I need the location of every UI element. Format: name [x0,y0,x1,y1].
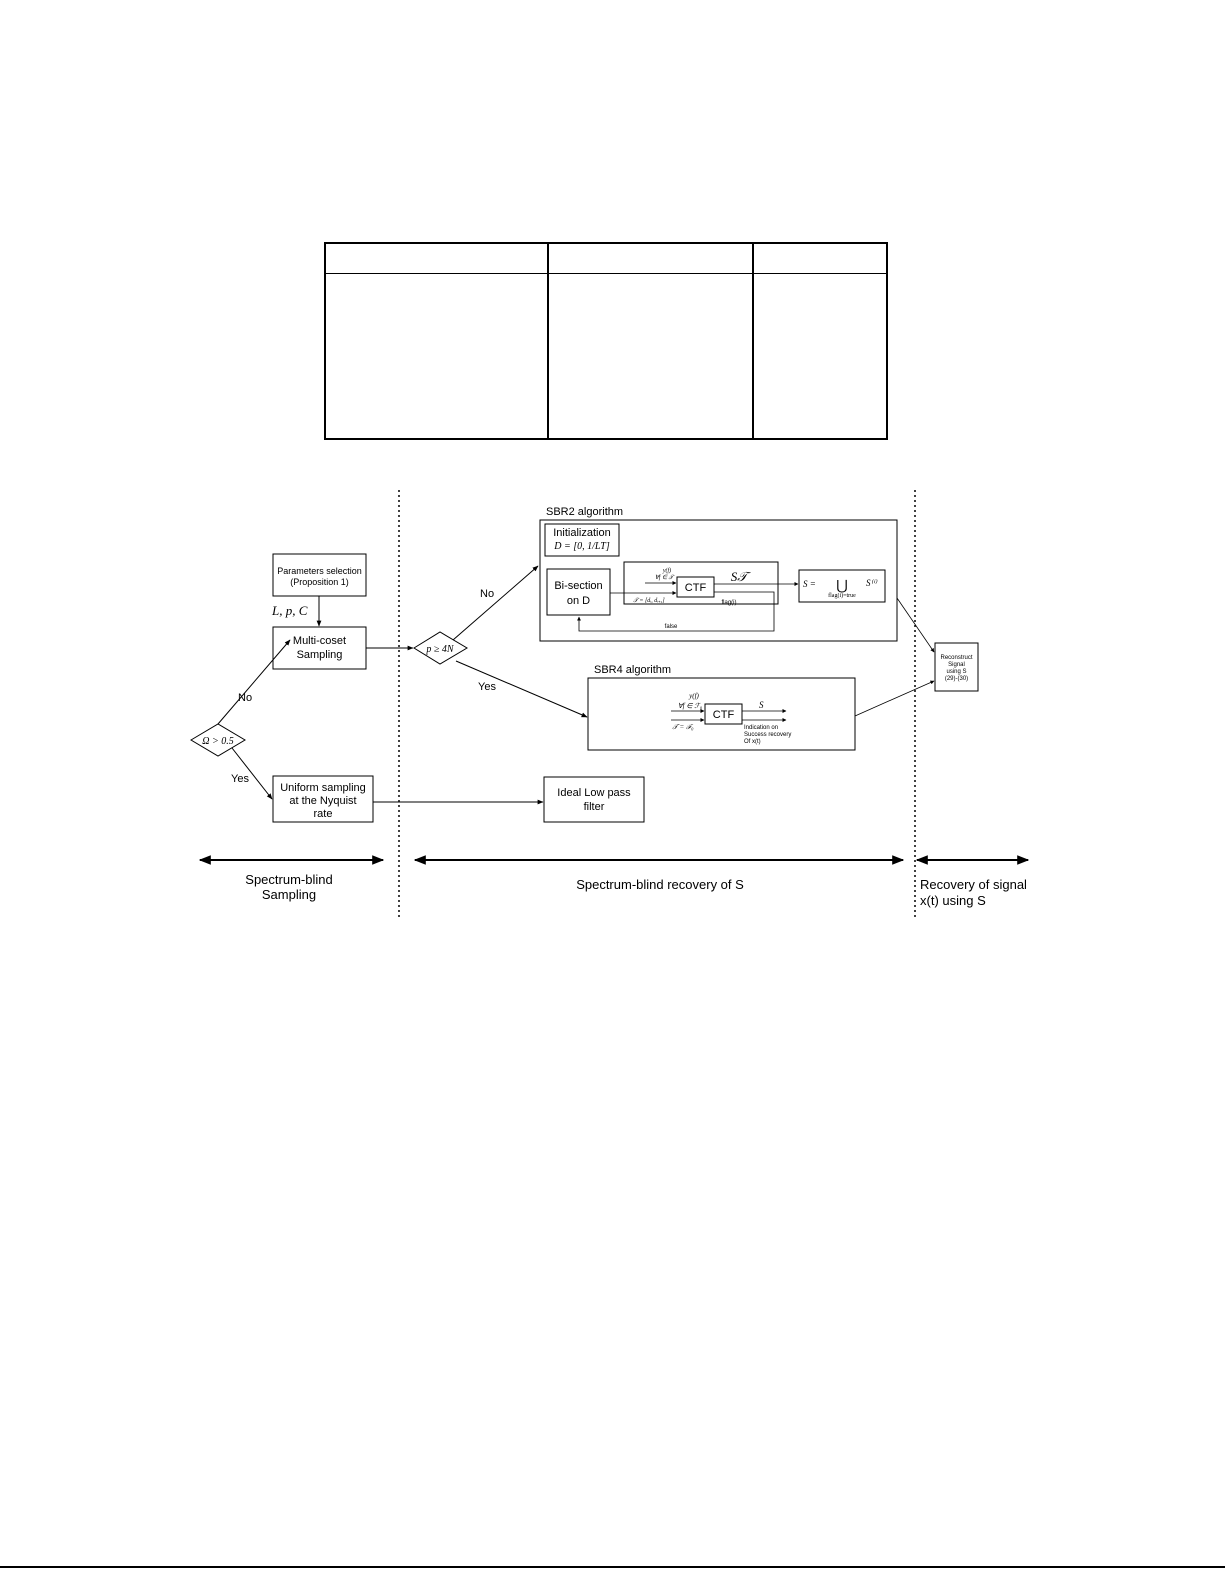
sbr4-t-label: 𝒯 = ℱ₀ [672,723,694,731]
sbr4-y-label: y(f) [689,692,699,700]
sbr2-interval-label: 𝒯 = [dᵢ, dᵢ₊₁] [633,598,665,604]
svg-text:Reconstruct: Reconstruct [940,655,973,661]
parameters-selection-box [273,554,366,596]
stage-label-signal-1: Recovery of signal [920,877,1027,892]
sbr4-indication-line-2: Success recovery [744,732,792,738]
svg-text:Ω > 0.5: Ω > 0.5 [202,736,234,747]
reconstruct-signal-box [935,643,978,691]
sbr2-false-label: false [664,624,678,630]
label-no-right: No [480,588,495,600]
stage-label-sampling-1: Spectrum-blind [245,872,333,887]
ideal-lowpass-filter-box [544,777,644,822]
svg-text:(Proposition 1): (Proposition 1) [290,577,349,587]
arrow-omega-no [218,640,290,724]
svg-text:(29)-(30): (29)-(30) [944,676,969,682]
sbr4-forall-label: ∀f ∈ ℱ₀ [677,702,703,710]
stage-label-signal-2: x(t) using S [920,893,986,908]
svg-text:p ≥ 4N: p ≥ 4N [426,644,454,655]
svg-text:Parameters selection: Parameters selection [277,566,362,576]
uniform-sampling-box [273,776,373,822]
svg-text:Initialization: Initialization [553,527,611,539]
omega-decision-diamond [191,724,245,756]
sbr2-ctf-box [677,577,714,597]
sbr2-forall-label: ∀f ∈ 𝒯 [654,575,674,581]
union-box [799,570,885,602]
svg-text:filter: filter [583,801,605,813]
svg-text:on D: on D [566,595,591,607]
initialization-box [545,524,619,556]
sbr2-flag-label: flag(i) [721,600,737,606]
stage-label-recovery: Spectrum-blind recovery of S [576,877,744,892]
svg-text:Sampling: Sampling [296,649,343,661]
svg-text:flag(i)=true: flag(i)=true [828,593,856,599]
svg-text:at the Nyquist: at the Nyquist [289,795,357,807]
arrow-decision-no [453,566,538,640]
sbr4-title: SBR4 algorithm [594,664,672,676]
svg-text:S⁽ⁱ⁾: S⁽ⁱ⁾ [866,578,877,588]
label-no-left: No [238,692,253,704]
svg-text:Ideal Low pass: Ideal Low pass [557,787,631,799]
svg-text:CTF: CTF [684,582,707,594]
sbr4-s-label: S [759,700,764,710]
p-decision-diamond [414,632,467,664]
svg-text:S =: S = [803,579,816,589]
lpc-label: L, p, C [272,603,308,618]
svg-text:D = [0, 1/LT]: D = [0, 1/LT] [554,541,610,552]
label-yes-right: Yes [478,681,496,693]
multicoset-sampling-box [273,627,366,669]
sbr4-indication-line-1: Indication on [744,725,779,731]
arrow-decision-yes [456,661,587,717]
svg-text:rate: rate [313,808,333,820]
bisection-box [547,569,610,615]
sbr2-title: SBR2 algorithm [546,506,624,518]
svg-text:Signal: Signal [948,662,965,668]
svg-text:Multi-coset: Multi-coset [292,635,347,647]
svg-text:using S: using S [946,669,967,675]
svg-text:Bi-section: Bi-section [554,580,603,592]
svg-text:CTF: CTF [712,709,735,721]
svg-text:⋃: ⋃ [836,579,848,594]
sbr2-st-label: S𝒯 [730,569,748,584]
label-yes-left: Yes [231,773,249,785]
stage-label-sampling-2: Sampling [261,887,317,902]
svg-text:Uniform sampling: Uniform sampling [280,782,366,794]
sbr2-y-label: y(f) [662,568,672,574]
sbr4-ctf-box [705,704,742,724]
sbr4-indication-line-3: Of x(t) [744,739,761,745]
arrow-sbr4-to-reconstruct [855,681,934,716]
bottom-rule [0,1566,1225,1568]
